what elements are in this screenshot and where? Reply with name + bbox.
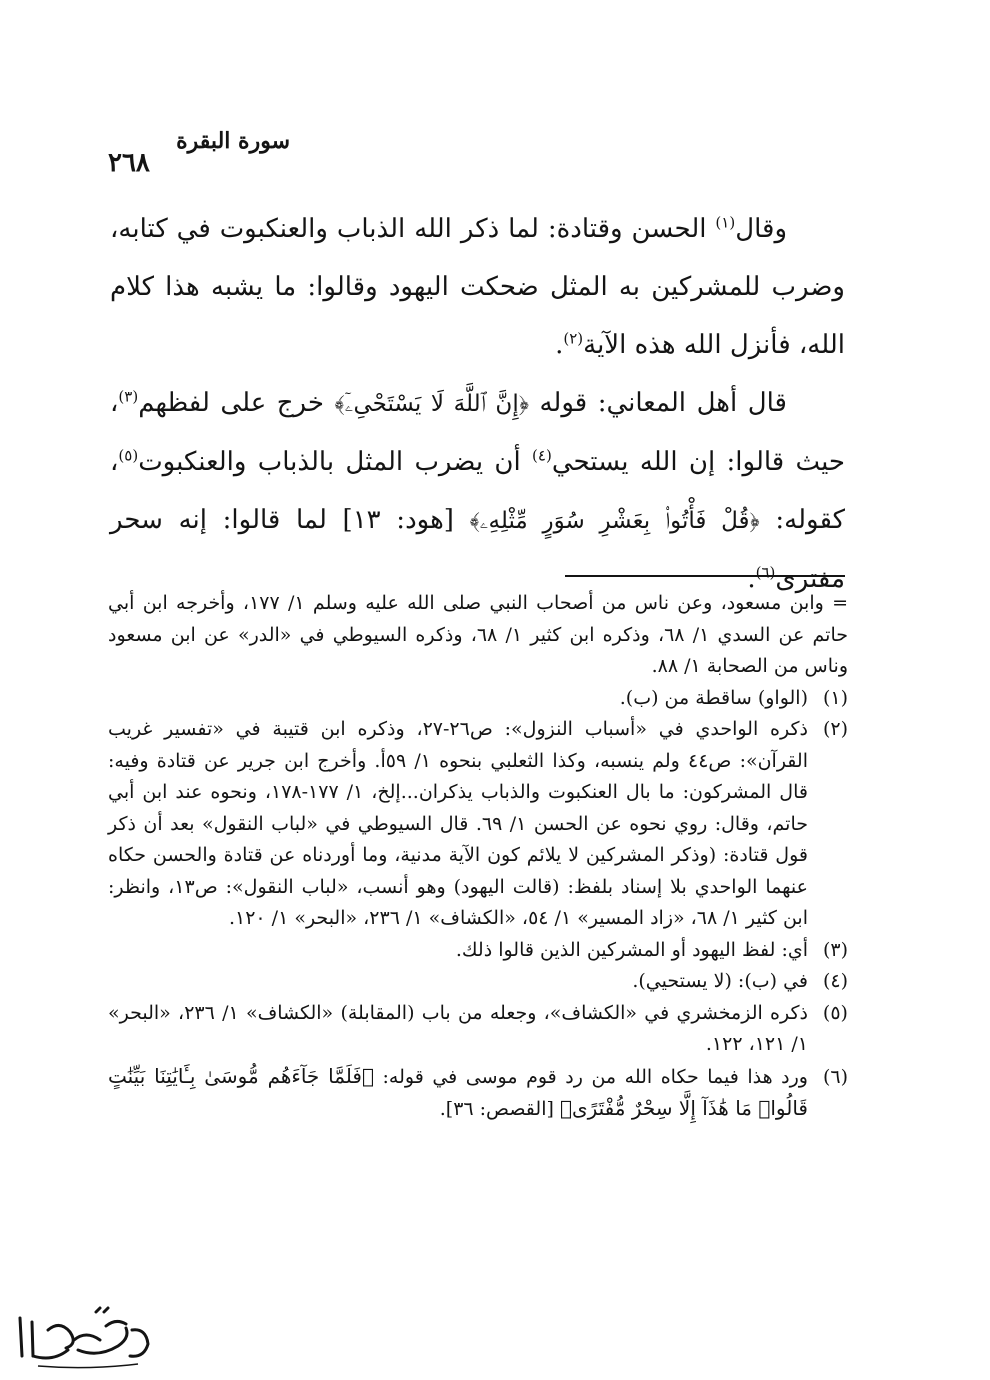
footnote-number: (٤) [822, 970, 848, 992]
quran-quote: ﴿قُلْ فَأْتُوا۟ بِعَشْرِ سُوَرٍ مِّثْلِهِۦ﴾ [469, 508, 760, 534]
footnote-ref-1: (١) [715, 213, 736, 232]
footnote-ref-3: (٣) [118, 387, 139, 406]
footnote-number: (٣) [822, 938, 848, 961]
footnote-number: (٦) [822, 1065, 848, 1088]
page-number: ٢٦٨ [108, 148, 150, 178]
footnote-2 [108, 714, 848, 935]
footnote-ref-2: (٢) [563, 329, 584, 348]
footnote-list [108, 683, 848, 1126]
footnote-separator [565, 575, 845, 577]
footnote-text: في (ب): (لا يستحيي). [632, 970, 808, 992]
text-run: وقال [735, 214, 787, 244]
footnote-ref-4: (٤) [532, 446, 552, 465]
text-run: . [555, 330, 564, 360]
footnote-text: أي: لفظ اليهود أو المشركين الذين قالوا ذلك. [455, 938, 808, 961]
footnote-4 [108, 966, 848, 998]
publisher-logo-icon [8, 1300, 158, 1372]
quran-quote: ﴿فَلَمَّا جَآءَهُم مُّوسَىٰ بِـَٔايَٰتِنَا بَيِّنَٰتٍ قَالُوا۟ مَا هَٰذَآ إِلَّا سِحْرٌ مُّفْتَرًى﴾ [108, 1063, 808, 1120]
footnote-5 [108, 998, 848, 1061]
text-run: أن يضرب المثل بالذباب والعنكبوت [138, 447, 533, 477]
footnote-text: ذكره الزمخشري في «الكشاف»، وجعله من باب (المقابلة) «الكشاف» ١/ ٢٣٦، «البحر» ١/ ١٢١، ١٢٢. [108, 1001, 808, 1055]
paragraph-2 [110, 374, 845, 608]
footnote-text: ذكره الواحدي في «أسباب النزول»: ص٢٦-٢٧، وذكره ابن قتيبة في «تفسير غريب القرآن»: ص٤٤ ولم ينسبه، وكذا الثعلبي بنحوه ١/ ٥٩أ. وأخرج ابن جرير عن قتادة وفيه: قال المشركون: ما بال العنكبوت والذباب يذكران...إلخ، ١/ ١٧٧-١٧٨، ونحوه عند ابن أبي حاتم، وقال: روي نحوه عن الحسن ١/ ٦٩. قال السيوطي في «لباب النقول» بعد أن ذكر قول قتادة: (وذكر المشركين لا يلائم كون الآية مدنية، وما أوردناه عن قتادة والحسن حكاه عنهما الواحدي بلا إسناد بلفظ: (قالت اليهود) وهو أنسب، «لباب النقول»: ص١٣، وانظر: ابن كثير ١/ ٦٨، «زاد المسير» ١/ ٥٤، «الكشاف» ١/ ٢٣٦، «البحر» ١/ ١٢٠. [108, 718, 808, 929]
text-run: ، كقوله: [110, 447, 845, 535]
paragraph-1 [110, 200, 845, 374]
footnote-number: (١) [822, 686, 848, 709]
text-run: الحسن وقتادة: لما ذكر الله الذباب والعنكبوت في كتابه، وضرب للمشركين به المثل ضحكت اليهود وقالوا: ما يشبه هذا كلام الله، فأنزل الله هذه الآية [110, 214, 845, 360]
footnote-number: (٥) [822, 1001, 848, 1024]
footnote-ref-5: (٥) [118, 446, 139, 465]
main-text [110, 200, 845, 608]
footnote-text: ورد هذا فيما حكاه الله من رد قوم موسى في قوله: [373, 1065, 808, 1088]
footnote-ref-6: (٦) [755, 563, 776, 582]
footnote-text: (الواو) ساقطة من (ب). [619, 686, 808, 709]
quran-quote: ﴿إِنَّ ٱللَّهَ لَا يَسْتَحْىِۦٓ﴾ [334, 391, 529, 417]
text-run: ، حيث قالوا: إن الله يستحي [110, 388, 845, 477]
footnote-text: [القصص: ٣٦]. [439, 1098, 560, 1120]
footnotes [108, 588, 848, 1126]
text-run: قال أهل المعاني: قوله [528, 388, 787, 418]
footnote-continuation: = وابن مسعود، وعن ناس من أصحاب النبي صلى الله عليه وسلم ١/ ١٧٧، وأخرجه ابن أبي حاتم عن السدي ١/ ٦٨، وذكره ابن كثير ١/ ٦٨، وذكره السيوطي في «الدر» عن ابن مسعود وناس من الصحابة ١/ ٨٨. [108, 592, 849, 677]
text-run: . [747, 564, 756, 594]
text-run: [هود: ١٣] لما قالوا: إنه سحر مفترى [110, 505, 845, 594]
footnote-3 [108, 935, 848, 967]
text-run: خرج على لفظهم [138, 388, 335, 418]
footnote-6 [108, 1061, 848, 1126]
footnote-1 [108, 683, 848, 715]
footnote-number: (٢) [822, 718, 848, 740]
running-header-surah-title: سورة البقرة [176, 128, 290, 154]
